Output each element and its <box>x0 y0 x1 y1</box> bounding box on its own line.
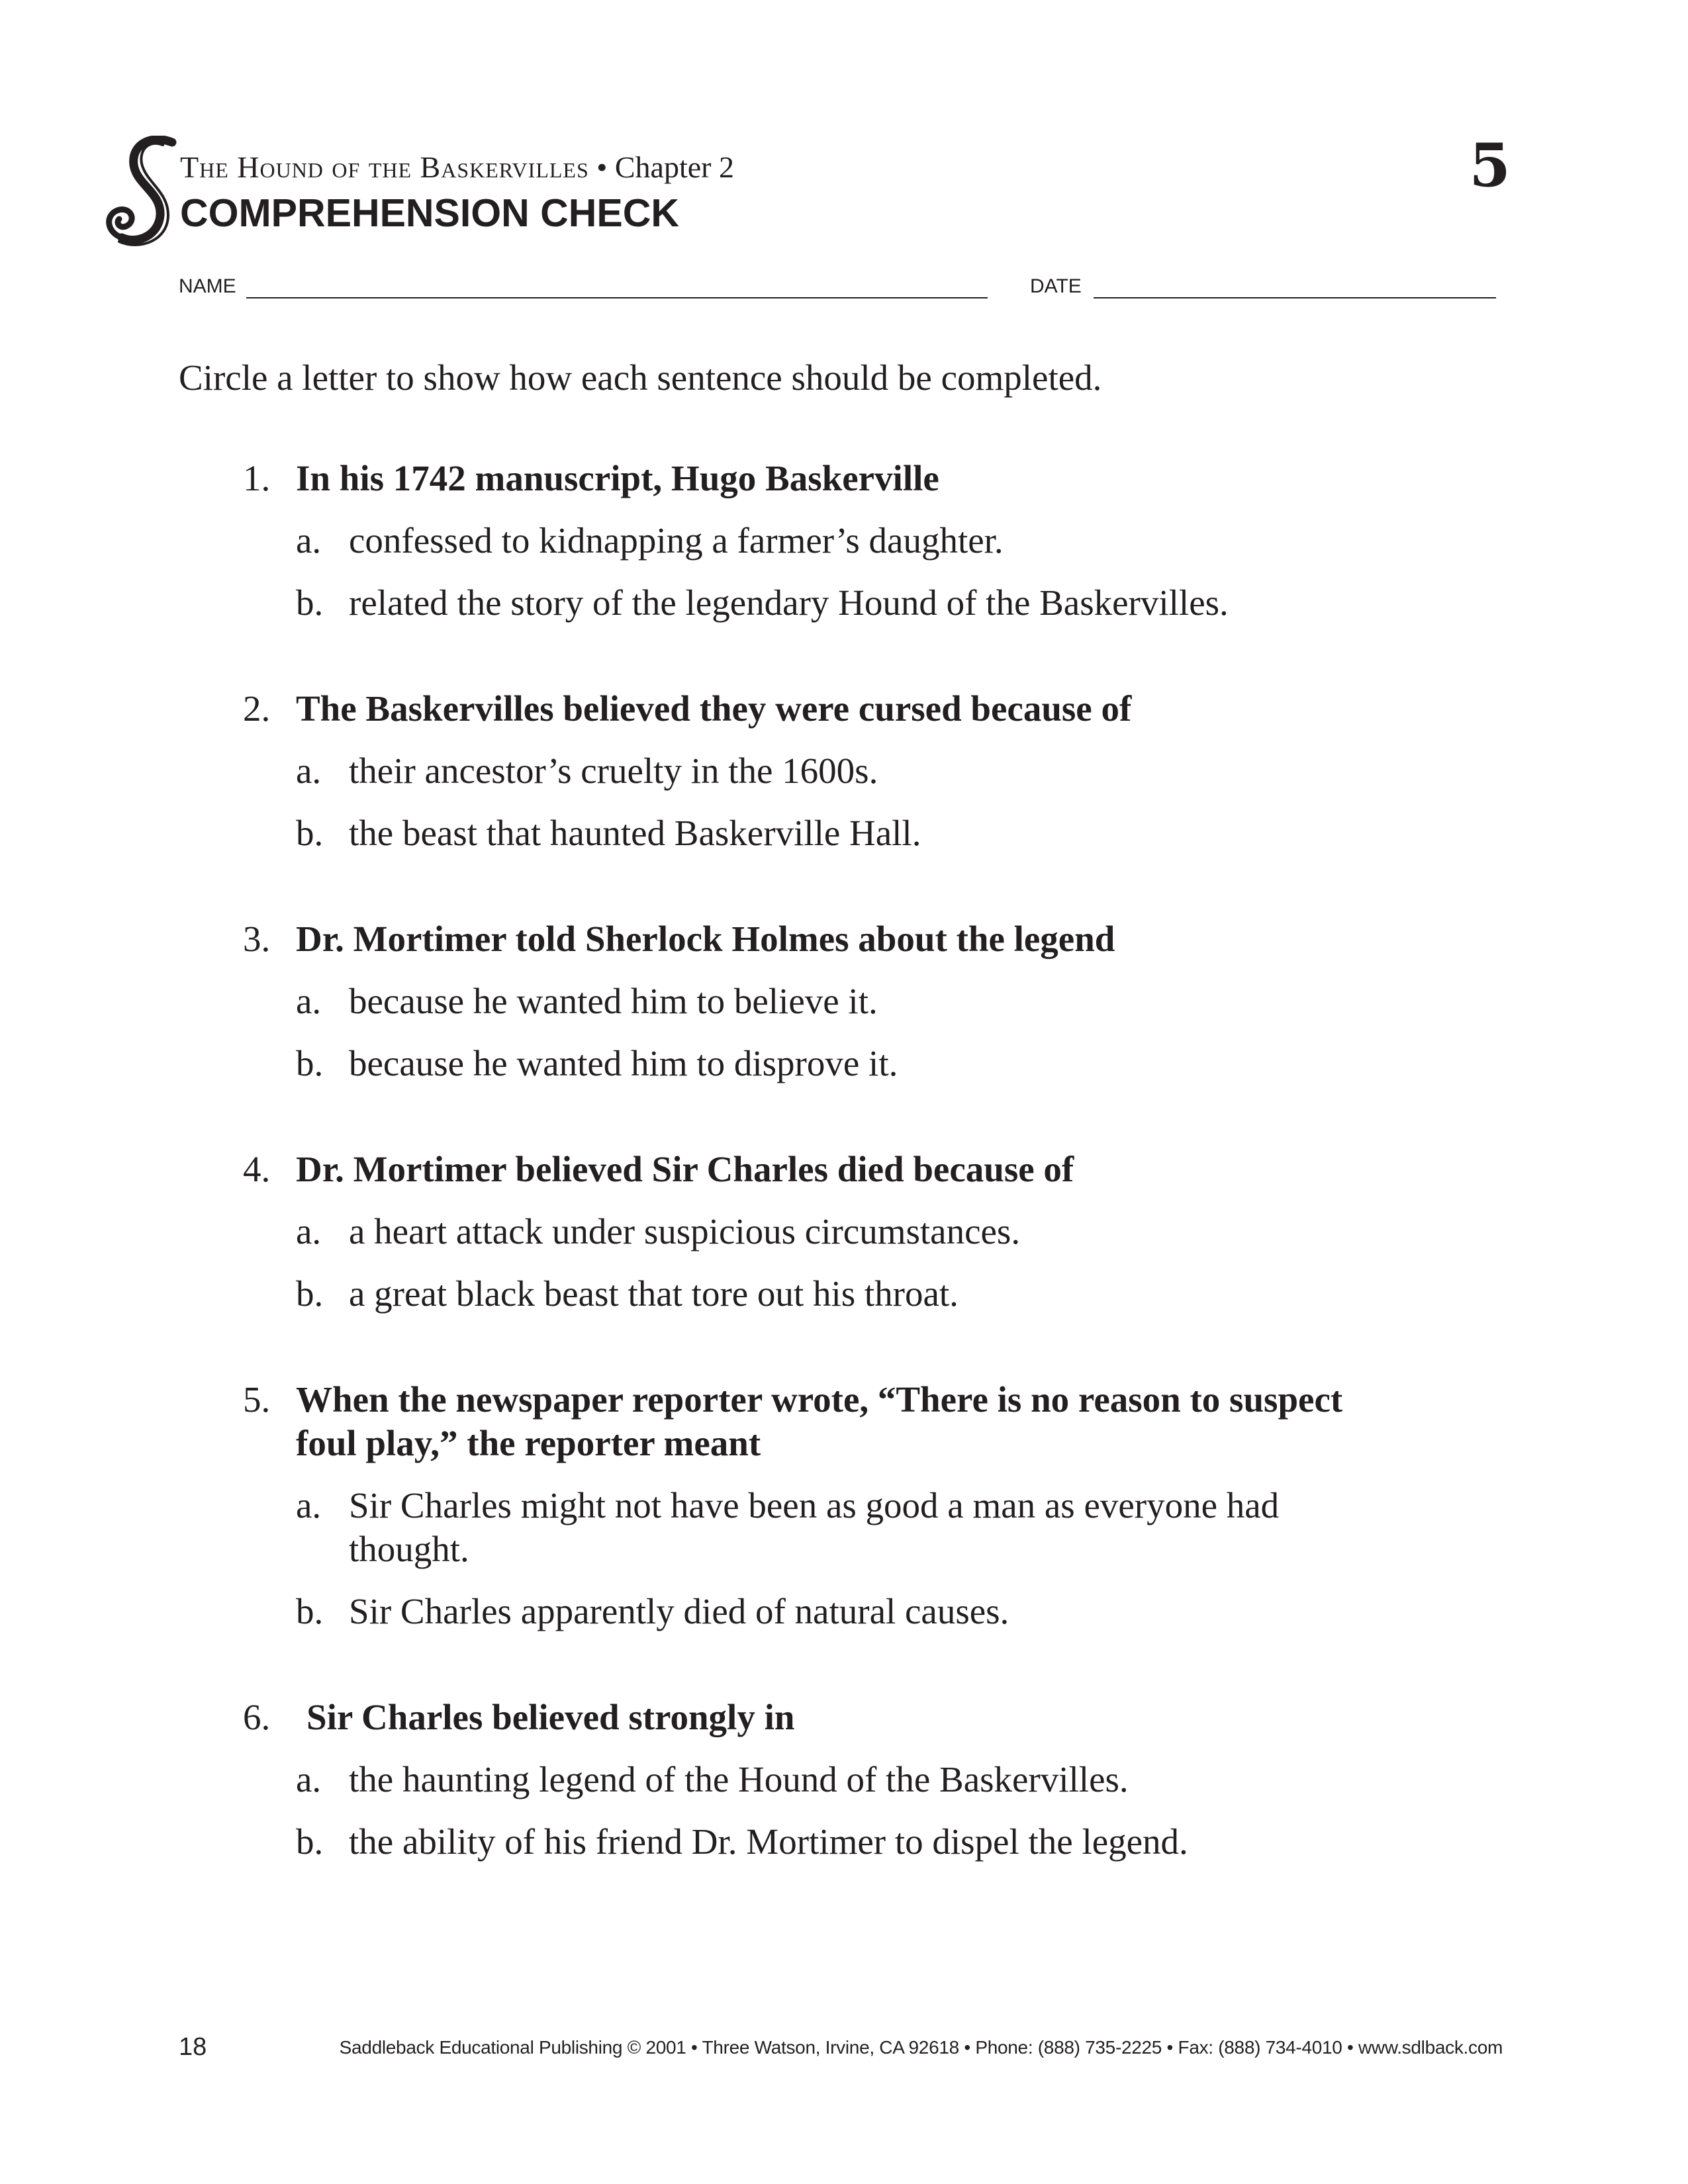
question-number: 1. <box>243 458 271 498</box>
answer-option[interactable] <box>0 749 1688 793</box>
option-letter[interactable]: b. <box>296 813 324 853</box>
answer-option[interactable] <box>0 1210 1688 1253</box>
answer-option[interactable] <box>0 1272 1688 1316</box>
answer-option[interactable] <box>0 1590 1688 1633</box>
option-text: Sir Charles apparently died of natural causes. <box>349 1591 1009 1631</box>
option-text: because he wanted him to disprove it. <box>349 1043 898 1083</box>
option-letter[interactable]: a. <box>296 1759 322 1799</box>
question-text: Dr. Mortimer believed Sir Charles died because of <box>296 1149 1074 1189</box>
option-text: related the story of the legendary Hound of the Baskervilles. <box>349 582 1229 623</box>
question-6 <box>0 1696 1688 1864</box>
option-text: confessed to kidnapping a farmer’s daughter. <box>349 520 1004 561</box>
answer-option[interactable] <box>0 581 1688 625</box>
activity-number: 5 <box>1469 130 1511 201</box>
option-letter[interactable]: b. <box>296 1043 324 1083</box>
option-text: the ability of his friend Dr. Mortimer to dispel the legend. <box>349 1821 1188 1862</box>
series-title <box>180 152 734 183</box>
chapter-label: Chapter 2 <box>614 150 734 184</box>
answer-option[interactable] <box>0 1820 1688 1864</box>
question-3 <box>0 917 1688 1085</box>
option-letter[interactable]: b. <box>296 582 324 623</box>
option-text: the haunting legend of the Hound of the Baskervilles. <box>349 1759 1129 1799</box>
question-2 <box>0 687 1688 855</box>
answer-option[interactable] <box>0 979 1688 1023</box>
option-letter[interactable]: a. <box>296 520 322 561</box>
name-field[interactable] <box>246 297 988 298</box>
question-text: The Baskervilles believed they were cursed because of <box>296 688 1132 729</box>
option-letter[interactable]: b. <box>296 1273 324 1314</box>
date-label: DATE <box>1030 275 1082 297</box>
option-letter[interactable]: a. <box>296 1485 322 1525</box>
question-text: Sir Charles believed strongly in <box>306 1697 795 1737</box>
question-5 <box>0 1378 1688 1633</box>
question-number: 6. <box>243 1697 271 1737</box>
answer-option[interactable] <box>0 811 1688 855</box>
publisher-footer: Saddleback Educational Publishing © 2001 • Three Watson, Irvine, CA 92618 • Phone: (888) 735-2225 • Fax: (888) 734-4010 • www.sdlback.com <box>339 2037 1503 2058</box>
date-field[interactable] <box>1094 297 1496 298</box>
answer-option[interactable] <box>0 1484 1688 1571</box>
saddleback-s-logo-icon <box>99 136 185 248</box>
option-letter[interactable]: b. <box>296 1591 324 1631</box>
answer-option[interactable] <box>0 1042 1688 1085</box>
instructions: Circle a letter to show how each sentence should be completed. <box>179 357 1102 398</box>
option-text: because he wanted him to believe it. <box>349 981 878 1021</box>
question-text: Dr. Mortimer told Sherlock Holmes about the legend <box>296 919 1115 959</box>
question-number: 2. <box>243 688 271 729</box>
book-title: The Hound of the Baskervilles <box>180 150 589 184</box>
question-number: 3. <box>243 919 271 959</box>
option-letter[interactable]: a. <box>296 1211 322 1251</box>
page-title: COMPREHENSION CHECK <box>180 191 679 235</box>
name-label: NAME <box>179 275 236 297</box>
option-letter[interactable]: a. <box>296 751 322 791</box>
option-text: a great black beast that tore out his throat. <box>349 1273 959 1314</box>
question-text: In his 1742 manuscript, Hugo Baskerville <box>296 458 939 498</box>
option-letter[interactable]: a. <box>296 981 322 1021</box>
question-text: When the newspaper reporter wrote, “There is no reason to suspect foul play,” the reporter meant <box>296 1379 1343 1463</box>
title-separator: • <box>588 150 615 184</box>
page-number: 18 <box>179 2033 207 2061</box>
option-text: their ancestor’s cruelty in the 1600s. <box>349 751 878 791</box>
question-number: 5. <box>243 1379 271 1420</box>
answer-option[interactable] <box>0 1758 1688 1801</box>
option-text: Sir Charles might not have been as good a man as everyone had thought. <box>349 1485 1280 1569</box>
question-1 <box>0 457 1688 625</box>
answer-option[interactable] <box>0 519 1688 563</box>
question-number: 4. <box>243 1149 271 1189</box>
question-4 <box>0 1148 1688 1316</box>
option-text: the beast that haunted Baskerville Hall. <box>349 813 921 853</box>
option-letter[interactable]: b. <box>296 1821 324 1862</box>
option-text: a heart attack under suspicious circumstances. <box>349 1211 1021 1251</box>
